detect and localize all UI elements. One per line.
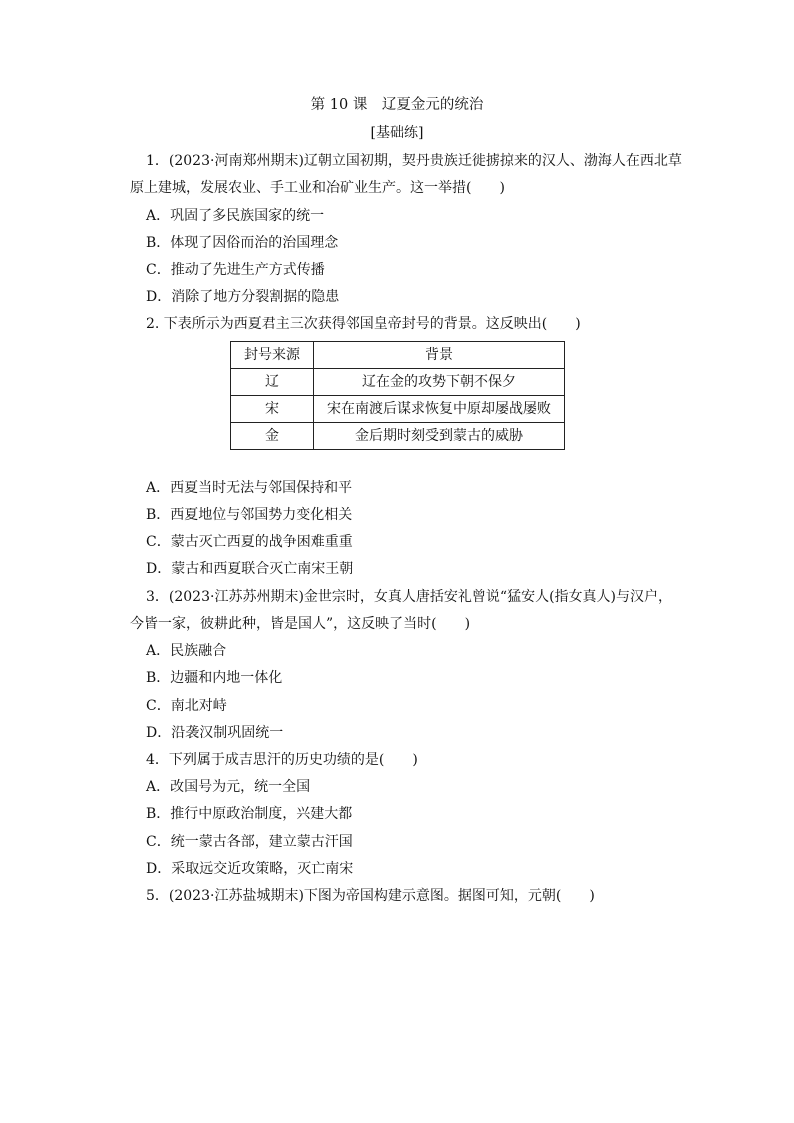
question-1-stem-line-1: 1．(2023·河南郑州期末)辽朝立国初期，契丹贵族迁徙掳掠来的汉人、渤海人在西北草 xyxy=(146,153,682,169)
table-cell-background: 辽在金的攻势下朝不保夕 xyxy=(314,369,565,396)
question-1-option-c: C．推动了先进生产方式传播 xyxy=(146,262,325,278)
table-cell-source: 宋 xyxy=(231,396,314,423)
question-4-option-c: C．统一蒙古各部，建立蒙古汗国 xyxy=(146,834,353,850)
table-cell-background: 宋在南渡后谋求恢复中原却屡战屡败 xyxy=(314,396,565,423)
background-table xyxy=(230,341,565,450)
question-2-option-c: C．蒙古灭亡西夏的战争困难重重 xyxy=(146,534,353,550)
question-4-option-b: B．推行中原政治制度，兴建大都 xyxy=(146,806,353,822)
table-header-source: 封号来源 xyxy=(231,342,314,369)
question-1-option-d: D．消除了地方分裂割据的隐患 xyxy=(146,289,340,305)
table-row xyxy=(231,369,565,396)
lesson-title: 第 10 课 辽夏金元的统治 xyxy=(310,97,484,113)
question-3-option-d: D．沿袭汉制巩固统一 xyxy=(146,725,284,741)
question-3-option-a: A．民族融合 xyxy=(146,643,227,659)
question-3-stem-line-1: 3．(2023·江苏苏州期末)金世宗时，女真人唐括安礼曾说“猛安人(指女真人)与汉户， xyxy=(146,589,672,605)
question-2-option-d: D．蒙古和西夏联合灭亡南宋王朝 xyxy=(146,561,354,577)
table-row xyxy=(231,396,565,423)
question-1-stem-line-2: 原上建城，发展农业、手工业和冶矿业生产。这一举措( ) xyxy=(130,180,505,196)
question-2-stem-line-1: 2. 下表所示为西夏君主三次获得邻国皇帝封号的背景。这反映出( ) xyxy=(146,316,581,332)
question-1-option-b: B．体现了因俗而治的治国理念 xyxy=(146,235,339,251)
table-cell-source: 金 xyxy=(231,423,314,450)
question-4-stem-line-1: 4．下列属于成吉思汗的历史功绩的是( ) xyxy=(146,752,418,768)
table-header-background: 背景 xyxy=(314,342,565,369)
question-3-option-b: B．边疆和内地一体化 xyxy=(146,670,283,686)
table-cell-background: 金后期时刻受到蒙古的威胁 xyxy=(314,423,565,450)
question-1-option-a: A．巩固了多民族国家的统一 xyxy=(146,208,325,224)
question-2-option-b: B．西夏地位与邻国势力变化相关 xyxy=(146,507,353,523)
question-2-option-a: A．西夏当时无法与邻国保持和平 xyxy=(146,480,353,496)
question-4-option-d: D．采取远交近攻策略，灭亡南宋 xyxy=(146,861,354,877)
section-label: [基础练] xyxy=(370,125,424,141)
question-5-stem-line-1: 5．(2023·江苏盐城期末)下图为帝国构建示意图。据图可知，元朝( ) xyxy=(146,888,595,904)
table-row xyxy=(231,423,565,450)
question-4-option-a: A．改国号为元，统一全国 xyxy=(146,779,311,795)
table-header-row xyxy=(231,342,565,369)
table-cell-source: 辽 xyxy=(231,369,314,396)
question-3-option-c: C．南北对峙 xyxy=(146,698,227,714)
question-3-stem-line-2: 今皆一家，彼耕此种，皆是国人”，这反映了当时( ) xyxy=(130,616,471,632)
